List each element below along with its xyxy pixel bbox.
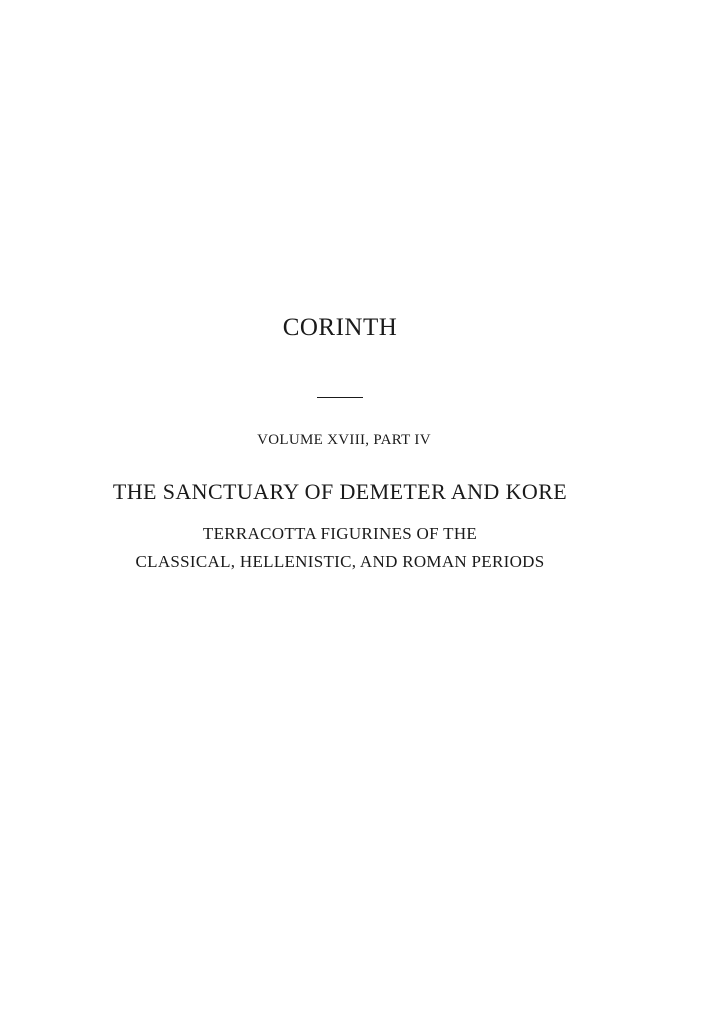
series-title: CORINTH <box>282 314 398 341</box>
volume-label: VOLUME XVIII, PART IV <box>257 432 431 448</box>
subtitle-line-1: TERRACOTTA FIGURINES OF THE <box>202 524 478 543</box>
main-title: THE SANCTUARY OF DEMETER AND KORE <box>112 479 568 504</box>
subtitle-line-2: CLASSICAL, HELLENISTIC, AND ROMAN PERIODS <box>135 552 545 571</box>
divider-rule <box>317 397 363 398</box>
